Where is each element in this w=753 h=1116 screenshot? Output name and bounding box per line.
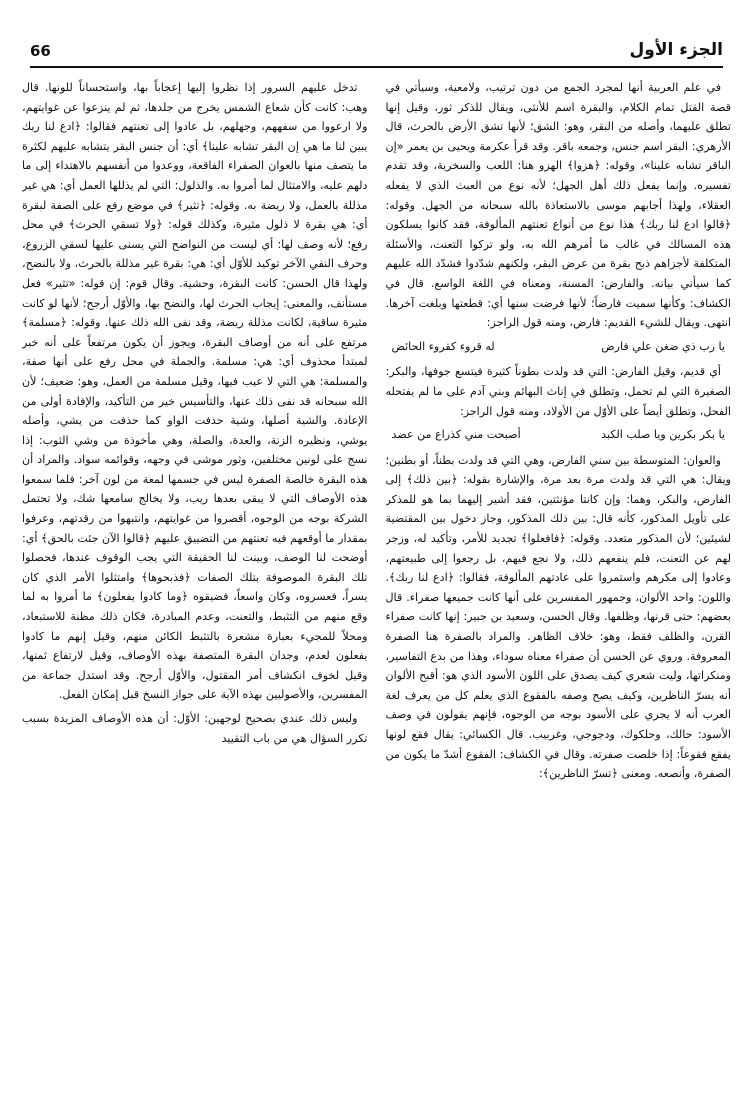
text-columns <box>22 78 731 1108</box>
verse-hemistich: له قروء كقروء الحائض <box>391 339 495 353</box>
left-column <box>22 78 368 1108</box>
verse-hemistich: يا رب ذي ضغن علي فارض <box>601 339 725 353</box>
paragraph: والعوان: المتوسطة بين سني الفارض، وهي التي قد ولدت بطناً، أو بطنين؛ ويقال: هي التي قد ولدت مرة بعد مرة، والإشارة بقوله: ﴿بين ذلك﴾ إلى الفارض، والبكر، وهما: وإن كانتا مؤنثتين، فقد أشير إليهما بما هو للمذكر على تأويل المذكور، كأنه قال: بين ذلك المذكور، وجاز دخول بين المقتضية لشيئين؛ لأن المذكور متعدد. وقوله: ﴿فافعلوا﴾ تجديد للأمر، وتأكيد له، وزجر لهم عن التعنت، فلم ينفعهم ذلك، ولا نجع فيهم، بل رجعوا إلى طبيعتهم، وعادوا إلى مكرهم واستمروا على عادتهم المألوفة، فقالوا: ﴿ادع لنا ربك﴾. واللون: واحد الألوان، وجمهور المفسرين على أنها كانت جميعها صفراء. قال بعضهم: حتى قرنها، وظلفها. وقال الحسن، وسعيد بن جبير: إنها كانت صفراء القرن، والظلف فقط، وهو: خلاف الظاهر. والمراد بالصفرة هنا الصفرة المعروفة. وروي عن الحسن أن صفراء معناه سوداء، وهذا من بدع التفاسير، ومنكراتها، وليت شعري كيف يصدق على اللون الأسود الذي هو: أقبح الألوان أنه يسرّ الناظرين، وكيف يصح وصفه بالفقوع الذي يعلم كل من يعرف لغة العرب أنه لا يجري على الأسود بوجه من الوجوه، فإنهم يقولون في وصف الأسود: حالك، وحلكوك، ودجوجي، وغربيب. قال الكسائي: يقال فقع لونها يفقع فقوعاً: إذا خلصت صفرته. وقال في الكشاف: الفقوع أشدّ ما يكون من الصفرة، وأنصعه. ومعنى ﴿تسرّ الناظرين﴾: <box>385 453 731 781</box>
right-column <box>386 78 732 1108</box>
page-header <box>30 40 723 68</box>
verse <box>386 337 732 357</box>
paragraph: في علم العربية أنها لمجرد الجمع من دون ترتيب، ولامعية، وسيأتي في قصة القتل تمام الكلام، والبقرة اسم للأنثى، ويقال للذكر ثور، وقيل إنها تطلق عليهما، وأصله من البقر، وهو: الشق؛ لأنها تشق الأرض بالحرث، قال الأزهري: البقر اسم جنس، وجمعه باقر. وقد قرأ عكرمة ويحيى بن يعمر «إن الباقر تشابه علينا»، وقوله: ﴿هزوا﴾ الهزو هنا: اللعب والسخرية، وقد تقدم تفسيره. وإنما يفعل ذلك أهل الجهل؛ لأنه نوع من العبث الذي لا يفعله العقلاء، ولهذا أجابهم موسى بالاستعاذة بالله سبحانه من الجهل. وقوله: ﴿قالوا ادع لنا ربك﴾ هذا نوع من أنواع تعنتهم المألوفة، فقد كانوا يسلكون هذه المسالك في غالب ما أمرهم الله به، ولو تركوا التعنت، والأسئلة المتكلفة لأجزاهم ذبح بقرة من عرض البقر، ولكنهم شدّدوا فشدّد الله عليهم كما سيأتي بيانه. والفارض: المسنة، ومعناه في اللغة الواسع. قال في الكشاف: وكأنها سميت فارضاً؛ لأنها فرضت سنها أي: قطعتها وبلغت آخرها. انتهى. ويقال للشيء القديم: فارض، ومنه قول الراجز: <box>385 81 731 330</box>
paragraph: وليس ذلك عندي بصحيح لوجهين: الأوّل: أن هذه الأوصاف المزيدة بسبب تكرر السؤال هي من باب التقييد <box>22 712 368 745</box>
verse-hemistich: يا بكر بكرين ويا صلب الكبد <box>601 428 725 442</box>
page-title: الجزء الأول <box>629 40 723 60</box>
verse-hemistich: أصبحت مني كذراع من عضد <box>391 428 521 442</box>
paragraph: أي قديم، وقيل الفارض: التي قد ولدت بطوناً كثيرة فيتسع جوفها، والبكر: الصغيرة التي لم تحمل، وتطلق في إناث البهائم وبني آدم على ما لم يفتحله الفحل، وتطلق أيضاً على الأوّل من الأولاد، ومنه قول الراجز: <box>385 365 731 418</box>
paragraph: تدخل عليهم السرور إذا نظروا إليها إعجاباً بها، واستحساناً للونها. قال وهب: كانت كأن شعاع الشمس يخرج من جلدها، ثم لم ينزعوا عن غوايتهم، ولا ارعووا من سفههم، وجهلهم، بل عادوا إلى تعنتهم فقالوا: ﴿ادع لنا ربك يبين لنا ما هي إن البقر تشابه علينا﴾ أي: أن جنس البقر يتشابه عليهم لكثرة ما يتصف منها بالعوان الصفراء الفاقعة، ووعدوا من أنفسهم بالاهتداء إلى ما دلهم عليه، والامتثال لما أمروا به. والذلول: التي لم يذللها العمل أي: هي غير مذللة بالعمل، ولا ريضة به. وقوله: ﴿تثير﴾ في موضع رفع على الصفة لبقرة أي: هي بقرة لا ذلول مثيرة، وكذلك قوله: ﴿ولا تسقي الحرث﴾ في محل رفع؛ لأنه وصف لها: أي ليست من النواضح التي يسنى عليها لسقي الزروع، وحرف النفي الآخر توكيد للأوّل أي: هي: بقرة غير مذللة بالحرث، ولا بالنضح، ولهذا قال الحسن: كانت البقرة، وحشية. وقال قوم: إن قوله: «تثير» فعل مستأنف، والمعنى: إيجاب الحرث لها، والنضح بها، والأوّل أرجح؛ لأنها لو كانت مثيرة ساقية، لكانت مذللة ريضة، وقد نفى الله ذلك عنها. وقوله: ﴿مسلمة﴾ مرتفع على أنه من أوصاف البقرة، ويجوز أن يكون مرتفعاً على أنه خبر لمبتدأ محذوف أي: هي: مسلمة. والجملة في محل رفع على أنها صفة، والمسلمة: هي التي لا عيب فيها، وقيل مسلمة من العمل، وهو: ضعيف؛ لأن الله سبحانه قد نفى ذلك عنها، والتأسيس خير من التأكيد، والإفادة أولى من الإعادة. والشية أصلها، وشية حذفت الواو كما حذفت من يشي، وأصله يوشي، ونظيره الزنة، والعدة، والصلة، وهي مأخوذة من وشي الثوب: إذا نسج على لونين مختلفين، وثور موشى في وجهه، وقوائمه سواد. والمراد أن هذه البقرة خالصة الصفرة ليس في جسمها لمعة من لون آخر: فلما سمعوا هذه الأوصاف التي لا يبقى بعدها ريب، ولا يخالج سامعها شك، ولا تحتمل الشركة بوجه من الوجوه، أقصروا من غوايتهم، وانتبهوا من رقدتهم، وعرفوا بمقدار ما أوقعهم فيه تعنتهم من التضييق عليهم ﴿قالوا الآن جئت بالحق﴾ أي: أوضحت لنا الوصف، وبينت لنا الحقيقة التي يجب الوقوف عندها، فحصلوا تلك البقرة الموصوفة بتلك الصفات ﴿فذبحوها﴾ وامتثلوا الأمر الذي كان يسراً، فعسروه، وكان واسعاً، فضيقوه ﴿وما كادوا يفعلون﴾ ما أمروا به لما وقع منهم من التثبط، والتعنت، وعدم المبادرة، فكان ذلك مظنة للاستبعاد، ومحلاً للمجيء بعبارة مشعرة بالتثبط الكائن منهم، وقيل إنهم ما كادوا يفعلون لعدم، وجدان البقرة المتصفة بهذه الأوصاف، وقيل لارتفاع ثمنها، وقيل لخوف انكشاف أمر المقتول، والأوّل أرجح. وقد استدل جماعة من المفسرين، والأصوليين بهذه الآية على جواز النسخ قبل إمكان الفعل. <box>22 81 368 702</box>
verse <box>386 425 732 445</box>
page-number: 66 <box>30 42 51 60</box>
